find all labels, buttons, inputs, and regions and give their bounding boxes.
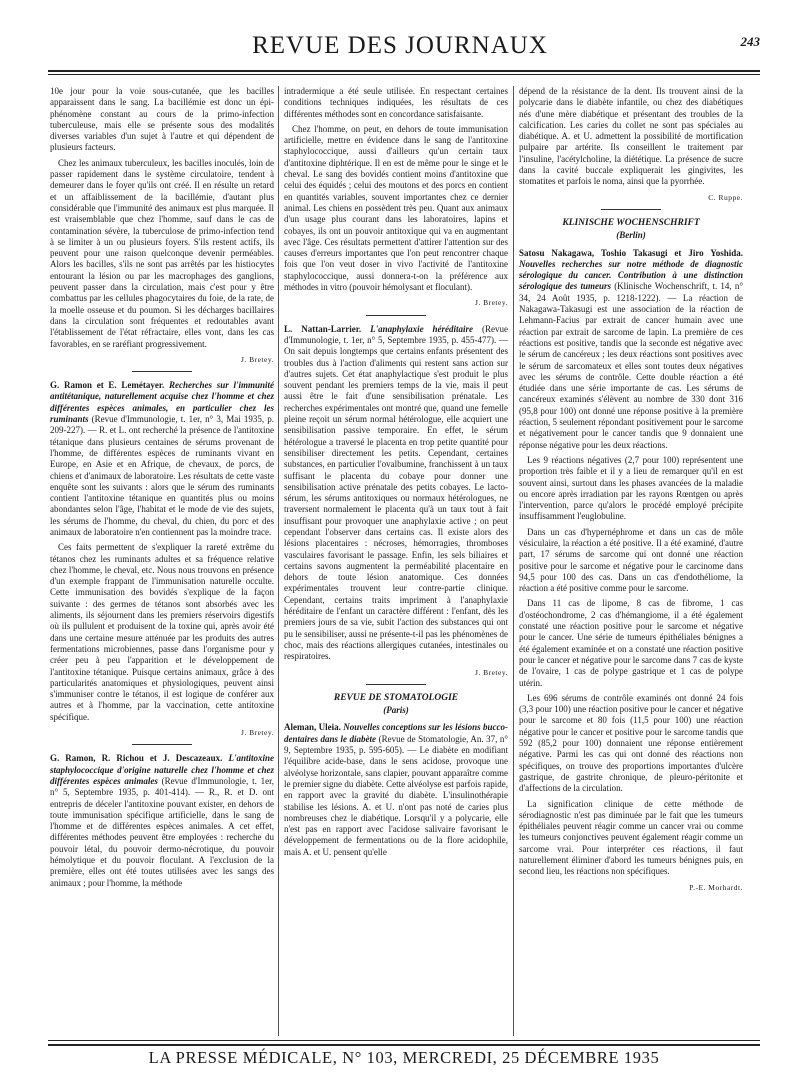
article-nattan-larrier — [284, 324, 508, 663]
article-body: — Le diabète en modifiant l'équilibre acide-base, dans le sens acidose, provoque une alvéolyse horizontale, sans clapier, pouvant apparaître comme le premier signe du diabète. Cette alvéolyse est parfois rapide, en rapport avec la gravité du diabète. L'insulinothérapie stabilise les lésions. A. et U. n'ont pas noté de caries plus nombreuses chez le diabétique. Lorsqu'il y a polycarie, elle n'est pas en rapport avec l'acidose salivaire favorisant le développement de fermentations ou de la flore acidophile, mais A. et U. pensent qu'elle — [284, 745, 508, 857]
review-section-city: (Berlin) — [616, 230, 646, 241]
paragraph: dépend de la résistance de la dent. Ils trouvent ainsi de la polycarie dans le diabète infantile, ou chez des diabétiques nés d'une mère diabétique et présentant des troubles de la calcification. Les caries du collet ne sont pas spéciales au diabétique. A. et U. admettent la possibilité de mortification pulpaire par artérite. Ils conseillent le traitement par l'insuline, l'acétylcholine, la diététique. La présence de sucre dans la cavité buccale expliquerait les gingivites, les stomatites et parfois le noma, ainsi que la pyorrhée. — [519, 86, 743, 187]
signature: J. Bretey. — [240, 354, 274, 364]
signature: J. Bretey. — [474, 298, 508, 308]
paragraph: 10e jour pour la voie sous-cutanée, que les bacilles apparaissent dans le sang. La bacillémie est donc un épi-phénomène constant au cours de la primo-infection tuberculeuse, mais elle se présente sous des modalités diverses variables d'un sujet à l'autre et qui dépendent de plusieurs facteurs. — [50, 86, 274, 153]
article-title: Recherches sur l'immunité antitétanique, naturellement acquise chez l'homme et chez différentes espèces animales, en particulier chez les ruminants — [50, 380, 275, 425]
review-section-city: (Paris) — [383, 705, 409, 716]
signature: P.-E. Morhardt. — [689, 882, 743, 892]
paragraph: Chez les animaux tuberculeux, les bacilles inoculés, loin de passer rapidement dans le système circulatoire, tendent à demeurer dans le foyer qu'ils ont créé. Il en résulte un retard et un affaiblissement de la bacillémie, d'autant plus considérable que l'immunité des animaux est plus marquée. Il est vraisemblable que chez l'homme, sauf dans le cas de contamination sévère, la tuberculose de primo-infection tend à se limiter à un ou plusieurs foyers. S'ils restent actifs, ils peuvent pour une raison quelconque devenir perméables. Alors les bacilles, s'ils ne sont pas arrêtés par les histiocytes entourant la lésion ou par les macrophages des ganglions, peuvent passer dans la circulation, mais c'est pour y être combattus par les cellules phagocytaires du foie, de la rate, de la moelle osseuse et du poumon. Si les décharges bacillaires dans la circulation sont fréquentes et redoutables avant l'établissement de l'état réfractaire, elles vont, dans les cas favorables, en se raréfiant progressivement. — [50, 157, 274, 349]
page-header — [40, 28, 760, 68]
journal-title: REVUE DES JOURNAUX — [252, 32, 548, 59]
footer-rule-thin — [48, 1040, 760, 1041]
paragraph: intradermique a été seule utilisée. En respectant certaines conditions techniques indiquées, les résultats de ces différentes méthodes sont en concordance satisfaisante. — [284, 86, 508, 119]
article-body: — R. et L. ont recherché la présence de l'antitoxine tétanique dans plusieurs centaines de sérums provenant de l'homme, de différentes espèces de ruminants vivant en Europe, en Asie et en Afrique, de chevaux, de porcs, de chiens et d'animaux de laboratoire. Les résultats de cette vaste enquête sont les suivants : alors que le sérum des ruminants contient l'antitoxine tétanique en quantités plus ou moins abondantes selon l'âge, l'habitat et le mode de vie des sujets, les sérums de l'homme, du cheval, du chien, du porc et des animaux de laboratoire n'en contiennent pas la moindre trace. — [50, 425, 274, 537]
column-divider — [513, 86, 514, 1036]
separator — [132, 744, 192, 745]
article-body: — On sait depuis longtemps que certains enfants présentent des troubles dus à l'action d'aliments qui restent sans action sur d'autres sujets. Cet état anaphylactique s'est produit le plus souvent pendant les premiers temps de la vie, mais il peut aussi être le fait d'une sensibilisation prénatale. Les recherches expérimentales ont montré que, quand une femelle pleine reçoit un sérum normal hétérologue, elle acquiert une sensibilisation passive temporaire. En effet, le sérum hétérologue a traversé le placenta en trop petite quantité pour sensibiliser directement les petits. Cependant, certaines substances, en particulier l'ovalbumine, franchissent à un taux suffisant le placenta du cobaye pour donner une sensibilisation active prénatale des petits cobayes. Le lacto-sérum, les sérums antitoxiques ou normaux hétérologues, ne traversent normalement le placenta qu'à un taux tout à fait insuffisant pour provoquer une anaphylaxie active ; on peut cependant l'observer dans certains cas. Il existe alors des lésions placentaires : nécroses, hémorragies, thromboses vasculaires favorisant le passage. Enfin, les sels biliaires et certains savons augmentent la perméabilité placentaire en dehors de toute lésion anatomique. Ces données expérimentales trouvent leur contre-partie clinique. Cependant, certains traits impriment à l'anaphylaxie héréditaire de l'enfant un caractère différent : l'enfant, dès les premiers jours de sa vie, subit l'action des substances qui ont pu le sensibiliser, aussi ne présente-t-il pas les phénomènes de choc, mais des réactions allergiques cutanées, intestinales ou respiratoires. — [284, 334, 509, 662]
article-title: Nouvelles recherches sur notre méthode de diagnostic sérologique du cancer. Contribution à une distinction sérologique des tumeurs — [519, 258, 743, 292]
signature: C. Ruppe. — [708, 192, 743, 202]
article-authors: Satosu Nakagawa, Toshio Takasugi et Jiro Yoshida. — [519, 247, 743, 258]
paragraph: Les 696 sérums de contrôle examinés ont donné 24 fois (3,3 pour 100) une réaction positive pour le cancer et négative pour le sarcome et 80 fois (11,5 pour 100) une réaction négative pour le cancer et positive pour le sarcome tandis que 592 (85,2 pour 100) donnaient une réponse entièrement négative. Parmi les cas qui ont donné des réactions non spécifiques, on trouve des proportions importantes d'ulcère gastrique, de gastrite chronique, de pleuro-péritonite et d'affections de la circulation. — [519, 692, 743, 794]
separator — [132, 371, 192, 372]
review-section-title: REVUE DE STOMATOLOGIE — [333, 692, 459, 703]
article-authors: Aleman, Uleia. — [284, 722, 341, 733]
column-2 — [284, 86, 508, 862]
article-body: — R., R. et D. ont entrepris de déceler l'antitoxine pouvant exister, en dehors de toute immunisation spécifique artificielle, dans le sang de l'homme et de différentes espèces animales. A cet effet, différentes méthodes peuvent être employées : recherche du pouvoir létal, du pouvoir dermo-nécrotique, du pouvoir hémolytique et du pouvoir floculant. A l'exclusion de la première, elles ont été toutes utilisées avec les sangs des animaux ; pour l'homme, la méthode — [50, 787, 274, 888]
signature: J. Bretey. — [240, 728, 274, 738]
signature: J. Bretey. — [474, 667, 508, 677]
article-nakagawa — [519, 248, 743, 451]
column-3 — [519, 86, 743, 899]
article-authors: G. Ramon et E. Lemétayer. — [50, 380, 165, 391]
column-1 — [50, 86, 274, 893]
footer-rule — [48, 1044, 760, 1046]
article-body: — La réaction de Nakagawa-Takasugi est une association de la réaction de Lehmann-Facius par extrait de cancer humain avec une réaction par extrait de sarcome de lapin. La première de ces réactions est positive, tandis que la seconde est négative avec le sérum de cancéreux ; les deux réactions sont positives avec le sérum de sarcomateux et elles sont toutes deux négatives avec les sérums de contrôle. Cette double réaction a été étudiée dans une série importante de cas. Les sérums de cancéreux examinés s'élèvent au nombre de 330 dont 316 (95,8 pour 100) ont donné une réponse positive à la première réaction, 5 seulement répondant positivement pour le sarcome et négativement pour le cancer tandis que 9 donnaient une réponse négative pour les deux réactions. — [519, 292, 744, 450]
page-number: 243 — [740, 34, 760, 49]
article-reference: (Revue d'Immunologie, t. 1er, n° 5, Septembre 1935, p. 455-477). — [284, 323, 509, 345]
article-ramon-richou — [50, 753, 274, 889]
separator — [366, 315, 426, 316]
article-reference: (Revue de Stomatologie, An. 37, n° 9, Septembre 1935, p. 595-605). — [284, 733, 508, 756]
header-rule — [48, 70, 760, 72]
paragraph: Chez l'homme, on peut, en dehors de toute immunisation artificielle, mettre en évidence dans le sang de l'antitoxine staphylococcique, aussi d'ailleurs qu'un certain taux d'antitoxine diphtérique. Il en est de même pour le singe et le cheval. Le sang des bovidés contient moins d'antitoxine que celui des équidés ; celui des moutons et des porcs en contient en quantités variables, souvent importantes chez ce dernier animal. Les chiens en possèdent très peu. Quant aux animaux d'un usage plus courant dans les laboratoires, lapins et cobayes, ils ont un pouvoir antitoxique qui va en augmentant avec l'âge. Ces résultats permettent d'attirer l'attention sur des causes d'erreurs importantes que l'on peut rencontrer chaque fois que l'on veut doser in vivo l'activité de l'antitoxine staphylococcique, aussi donnera-t-on la préférence aux méthodes in vitro (pouvoir hémolysant et floculant). — [284, 123, 508, 293]
paragraph: Ces faits permettent de s'expliquer la rareté extrême du tétanos chez les ruminants adultes et sa fréquence relative chez l'homme, le cheval, etc. Nous nous trouvons en présence d'un exemple frappant de l'immunisation naturelle occulte. Cette immunisation des bovidés s'explique de la façon suivante : des germes de tétanos sont absorbés avec les aliments, ils séjournent dans les premiers réservoirs digestifs où ils pullulent et produisent de la toxine qui, après avoir été dans une certaine mesure atténuée par les produits des autres fermentations microbiennes, passe dans l'organisme pour y créer peu à peu l'apparition et le développement de l'antitoxine tétanique. Puisque certains animaux, grâce à des particularités anatomiques et physiologiques, peuvent ainsi s'immuniser contre le tétanos, il est logique de conférer aux autres et à l'homme, par la vaccination, cette antitoxine spécifique. — [50, 542, 274, 722]
article-authors: G. Ramon, R. Richou et J. Descazeaux. — [50, 753, 223, 764]
article-reference: (Revue d'Immunologie, t. 1er, n° 5, Septembre 1935, p. 401-414). — [50, 775, 274, 798]
article-aleman-uleia — [284, 722, 508, 858]
page-footer — [48, 1040, 760, 1070]
article-reference: (Klinische Wochenschrift, t. 14, n° 34, 24 Août 1935, p. 1218-1222). — [519, 281, 744, 303]
separator — [366, 684, 426, 685]
paragraph: Dans un cas d'hypernéphrome et dans un cas de môle vésiculaire, la réaction a été positive. Il a été examiné, d'autre part, 17 sérums de sarcome qui ont donné une réaction positive pour le sarcome et négative pour le carcinome dans 94,5 pour 100 des cas. Dans un cas d'endothéliome, la réaction a été positive comme pour le sarcome. — [519, 526, 743, 594]
article-title: L'antitoxine staphylococcique d'origine naturelle chez l'homme et chez différentes espèces animales — [50, 753, 274, 786]
paragraph: La signification clinique de cette méthode de sérodiagnostic n'est pas diminuée par le fait que les tumeurs épithéliales peuvent réagir comme un cancer vrai ou comme les tumeurs conjonctives peuvent également réagir comme un sarcome vrai. Pour interpréter ces réactions, il faut naturellement éliminer d'abord les tumeurs bénignes puis, en second lieu, les réactions non spécifiques. — [519, 798, 743, 877]
article-authors: L. Nattan-Larrier. — [284, 323, 362, 334]
footer-publication-line: LA PRESSE MÉDICALE, N° 103, MERCREDI, 25 DÉCEMBRE 1935 — [148, 1048, 660, 1067]
paragraph: Les 9 réactions négatives (2,7 pour 100) représentent une proportion très faible et il y a lieu de remarquer qu'il en est souvent ainsi, surtout dans les phases avancées de la maladie ou encore après irradiation par les rayons Rœntgen ou après l'intervention, parce qu'alors le procédé employé précipite insuffisamment l'euglobuline. — [519, 454, 743, 522]
article-ramon-lemetayer — [50, 380, 274, 538]
article-title: L'anaphylaxie héréditaire — [370, 323, 474, 334]
header-rule-thin — [48, 74, 760, 75]
review-section-title: KLINISCHE WOCHENSCHRIFT — [562, 217, 700, 228]
article-reference: (Revue d'Immunologie, t. 1er, n° 3, Mai 1935, p. 209-227). — [50, 414, 274, 436]
column-divider — [278, 86, 279, 1036]
paragraph: Dans 11 cas de lipome, 8 cas de fibrome, 1 cas d'ostéochondrome, 2 cas d'hémangiome, il a été également constaté une réaction positive pour le sarcome et négative pour le cancer. Une série de tumeurs épithéliales bénignes a été également examinée et on a constaté une réaction positive pour le cancer et négative pour le sarcome dans 7 cas de kyste de l'ovaire, 1 cas de polype gastrique et 1 cas de polype utérin. — [519, 598, 743, 688]
separator — [601, 209, 661, 210]
article-title: Nouvelles conceptions sur les lésions bucco-dentaires dans le diabète — [284, 722, 509, 744]
